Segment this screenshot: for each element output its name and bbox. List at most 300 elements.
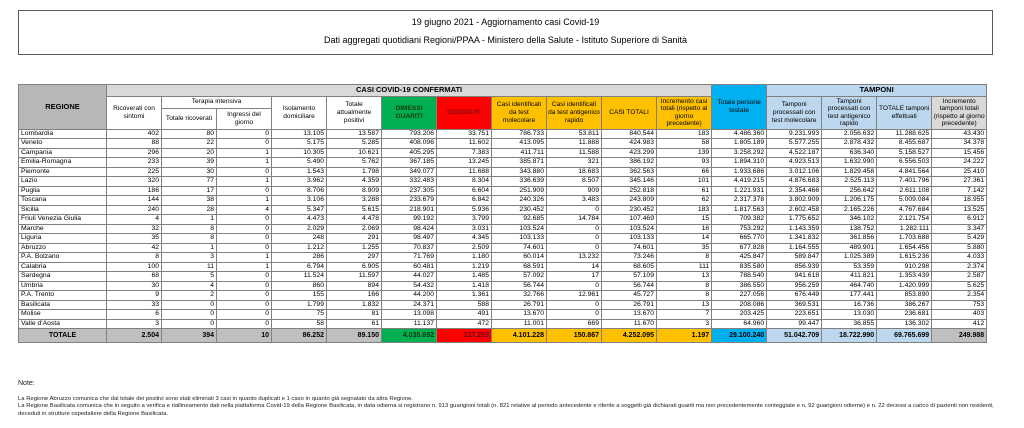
data-cell: 1 [217,262,272,272]
data-cell: 240.326 [492,196,547,206]
data-cell: 1 [217,177,272,187]
data-cell: 425.847 [712,253,767,263]
data-cell: 11.597 [327,272,382,282]
data-cell: 1.775.652 [767,215,822,225]
totale-value-cell: 69.765.699 [877,329,932,343]
data-cell: 3.802.909 [767,196,822,206]
totale-value-cell: 249.988 [932,329,987,343]
data-cell: 61 [327,319,382,329]
data-cell: 5.615 [327,205,382,215]
data-cell: 13.670 [492,310,547,320]
region-name: Valle d'Aosta [19,319,107,329]
data-cell: 386.267 [877,300,932,310]
data-cell: 92.685 [492,215,547,225]
data-cell: 8 [657,291,712,301]
region-name: Puglia [19,186,107,196]
data-cell: 856.939 [767,262,822,272]
data-cell: 343.880 [492,167,547,177]
data-cell: 3.483 [547,196,602,206]
data-cell: 230.452 [492,205,547,215]
group-header-casi-confermati: CASI COVID-19 CONFERMATI [107,85,712,97]
data-cell: 36.855 [822,319,877,329]
data-cell: 5.429 [932,234,987,244]
data-cell: 44.027 [382,272,437,282]
data-cell: 491 [437,310,492,320]
data-cell: 60.014 [492,253,547,263]
data-cell: 18.683 [547,167,602,177]
data-cell: 11.288.625 [877,129,932,139]
data-cell: 17 [162,186,217,196]
data-cell: 7 [657,310,712,320]
data-cell: 346.102 [822,215,877,225]
data-cell: 71.769 [382,253,437,263]
data-cell: 17 [547,272,602,282]
data-cell: 22 [162,139,217,149]
data-cell: 11.688 [437,167,492,177]
data-cell: 6 [107,310,162,320]
data-cell: 788.540 [712,272,767,282]
data-cell: 58 [272,319,327,329]
totale-value-cell: 10 [217,329,272,343]
col-header-casi-antigenico: Casi identificati da test antigenico rapido [547,96,602,129]
data-cell: 5.936 [437,205,492,215]
data-cell: 853.890 [877,291,932,301]
data-cell: 8.706 [272,186,327,196]
data-cell: 860 [272,281,327,291]
data-cell: 2.354 [932,291,987,301]
table-row [19,215,987,225]
data-cell: 39 [162,158,217,168]
data-cell: 1 [217,148,272,158]
col-header-casi-molecolare: Casi identificati da test molecolare [492,96,547,129]
data-cell: 223.651 [767,310,822,320]
table-row [19,205,987,215]
data-cell: 155 [272,291,327,301]
data-cell: 4 [162,281,217,291]
data-cell: 15.456 [932,148,987,158]
data-cell: 16 [657,224,712,234]
data-cell: 93 [657,158,712,168]
table-row [19,281,987,291]
data-cell: 367.185 [382,158,437,168]
data-cell: 243.809 [602,196,657,206]
data-cell: 1.654.456 [877,243,932,253]
data-cell: 177.441 [822,291,877,301]
col-header-persone-testate: Totale persone testate [712,85,767,130]
data-cell: 227.056 [712,291,767,301]
data-cell: 589.847 [767,253,822,263]
data-cell: 4.359 [327,177,382,187]
data-cell: 910.298 [877,262,932,272]
data-cell: 0 [217,291,272,301]
data-cell: 1 [217,196,272,206]
col-header-isolamento: Isolamento domiciliare [272,96,327,129]
data-cell: 10.305 [272,148,327,158]
data-cell: 9 [107,291,162,301]
data-cell: 286 [272,253,327,263]
data-cell: 236.681 [877,310,932,320]
data-cell: 753.292 [712,224,767,234]
data-cell: 138.752 [822,224,877,234]
data-cell: 99.447 [767,319,822,329]
data-cell: 88 [107,139,162,149]
table-row [19,129,987,139]
data-cell: 2.525.113 [822,177,877,187]
data-cell: 5.347 [272,205,327,215]
col-header-attualmente-positivi: Totale attualmente positivi [327,96,382,129]
covid-data-table [18,84,987,343]
data-cell: 103.524 [602,224,657,234]
region-name: Basilicata [19,300,107,310]
data-cell: 27.361 [932,177,987,187]
data-cell: 4.033 [932,253,987,263]
data-cell: 349.077 [382,167,437,177]
bulletin-subtitle: Dati aggregati quotidiani Regioni/PPAA - Ministero della Salute - Istituto Superiore di Sanità [323,35,688,45]
data-cell: 103.133 [492,234,547,244]
data-cell: 386.192 [602,158,657,168]
data-cell: 11.137 [382,319,437,329]
data-cell: 1.933.686 [712,167,767,177]
totale-value-cell: 86.252 [272,329,327,343]
data-cell: 3 [162,253,217,263]
data-cell: 1.817.563 [712,205,767,215]
data-cell: 139 [657,148,712,158]
totale-value-cell: 150.867 [547,329,602,343]
data-cell: 42 [107,243,162,253]
data-cell: 13 [657,272,712,282]
data-cell: 53.359 [822,262,877,272]
col-header-ti-ingressi-giorno: Ingressi del giorno [217,108,272,129]
data-cell: 588 [437,300,492,310]
data-cell: 424.983 [602,139,657,149]
data-cell: 0 [547,243,602,253]
data-cell: 0 [217,281,272,291]
data-cell: 412 [932,319,987,329]
group-header-tamponi: TAMPONI [767,85,987,97]
region-name: Lazio [19,177,107,187]
data-cell: 677.828 [712,243,767,253]
data-cell: 32.766 [492,291,547,301]
data-cell: 1.341.832 [767,234,822,244]
data-cell: 2.374 [932,262,987,272]
data-cell: 1 [217,253,272,263]
col-header-tamponi-antigenico: Tamponi processati con test antigenico rapido [822,96,877,129]
data-cell: 413.095 [492,139,547,149]
data-cell: 840.544 [602,129,657,139]
table-body [19,129,987,343]
data-cell: 233.679 [382,196,437,206]
data-cell: 16.736 [822,300,877,310]
table-row [19,139,987,149]
data-cell: 2.069 [327,224,382,234]
data-cell: 35 [657,243,712,253]
notes-section [18,380,1006,418]
data-cell: 0 [217,167,272,177]
data-cell: 1 [162,243,217,253]
data-cell: 144 [107,196,162,206]
data-cell: 43.430 [932,129,987,139]
data-cell: 54.432 [382,281,437,291]
data-cell: 136.302 [877,319,932,329]
data-cell: 0 [217,243,272,253]
totale-value-cell: 4.252.095 [602,329,657,343]
data-cell: 8 [657,281,712,291]
table-row [19,310,987,320]
data-cell: 8 [162,224,217,234]
data-cell: 4.478 [327,215,382,225]
data-cell: 408.096 [382,139,437,149]
region-name: Marche [19,224,107,234]
data-cell: 321 [547,158,602,168]
data-cell: 0 [217,300,272,310]
data-cell: 909 [547,186,602,196]
data-cell: 1 [217,158,272,168]
data-cell: 4 [107,215,162,225]
data-cell: 423.299 [602,148,657,158]
data-cell: 0 [162,310,217,320]
col-header-incremento-tamponi: Incremento tamponi totali (rispetto al giorno precedente) [932,96,987,129]
data-cell: 3.799 [437,215,492,225]
data-cell: 1.805.189 [712,139,767,149]
data-cell: 4 [217,205,272,215]
data-cell: 103.524 [492,224,547,234]
data-cell: 6.912 [932,215,987,225]
data-cell: 58 [657,139,712,149]
totale-value-cell: 51.042.709 [767,329,822,343]
data-cell: 166 [327,291,382,301]
data-cell: 11.524 [272,272,327,282]
data-cell: 11.001 [492,319,547,329]
table-row [19,262,987,272]
data-cell: 18.955 [932,196,987,206]
data-cell: 13.525 [932,205,987,215]
data-cell: 1.615.236 [877,253,932,263]
totale-value-cell: 127.253 [437,329,492,343]
data-cell: 8 [162,234,217,244]
data-cell: 33 [107,300,162,310]
col-header-casi-totali: CASI TOTALI [602,96,657,129]
region-name: Calabria [19,262,107,272]
data-cell: 6.842 [437,196,492,206]
data-cell: 237.305 [382,186,437,196]
data-cell: 9.231.993 [767,129,822,139]
note-abruzzo: La Regione Abruzzo comunica che dal totale dei positivi sono stati eliminati 3 casi in quanto duplicati e 1 caso in quanto già segnalato da altra Regione. [18,396,413,402]
data-cell: 2.354.466 [767,186,822,196]
data-cell: 0 [547,310,602,320]
region-name: Umbria [19,281,107,291]
data-cell: 0 [547,205,602,215]
region-name: Friuli Venezia Giulia [19,215,107,225]
data-cell: 0 [162,319,217,329]
data-cell: 15 [657,215,712,225]
data-cell: 1.543 [272,167,327,177]
data-cell: 411.711 [492,148,547,158]
data-cell: 57.109 [602,272,657,282]
group-header-terapia-intensiva: Terapia intensiva [162,96,272,108]
data-cell: 362.563 [602,167,657,177]
note-basilicata: La Regione Basilicata comunica che in seguito a verifica e riallineamento dati nella piattaforma Covid-19 della Regione Basilicata, in data odierna si registrano n. 913 guarigioni totali (n. 821 relative al periodo antecedente e riferite a soggetti già dichiarati guariti ma non precedentemente conteggiate e n. 92 guarigioni odierne) e n. 22 decessi a carico di pazienti non residenti, deceduti in strutture ospedaliere della Regione Basilicata. [18,403,994,417]
data-cell: 2.587 [932,272,987,282]
data-cell: 68.605 [602,262,657,272]
data-cell: 56.744 [602,281,657,291]
data-cell: 709.382 [712,215,767,225]
data-cell: 1.798 [327,167,382,177]
data-cell: 240 [107,205,162,215]
data-cell: 786.733 [492,129,547,139]
region-name: Molise [19,310,107,320]
data-cell: 297 [327,253,382,263]
data-cell: 894 [327,281,382,291]
data-cell: 2 [162,291,217,301]
data-cell: 3.347 [932,224,987,234]
data-cell: 2.509 [437,243,492,253]
data-cell: 3.031 [437,224,492,234]
data-cell: 0 [217,234,272,244]
data-cell: 3.962 [272,177,327,187]
data-cell: 636.340 [822,148,877,158]
data-cell: 369.531 [767,300,822,310]
data-cell: 8 [107,253,162,263]
data-cell: 107.469 [602,215,657,225]
data-cell: 13.105 [272,129,327,139]
data-cell: 0 [217,272,272,282]
data-cell: 11.888 [547,139,602,149]
totale-value-cell: 18.722.990 [822,329,877,343]
totale-value-cell: 2.504 [107,329,162,343]
data-cell: 3 [107,319,162,329]
data-cell: 2.317.378 [712,196,767,206]
data-cell: 7.401.796 [877,177,932,187]
data-cell: 4.767.684 [877,205,932,215]
totale-value-cell: 4.035.692 [382,329,437,343]
data-cell: 6.604 [437,186,492,196]
data-cell: 11 [162,262,217,272]
data-cell: 81 [327,310,382,320]
data-cell: 6.556.503 [877,158,932,168]
data-cell: 248 [272,234,327,244]
table-row [19,300,987,310]
data-cell: 0 [547,281,602,291]
data-cell: 0 [217,129,272,139]
data-cell: 0 [217,224,272,234]
data-cell: 296 [107,148,162,158]
region-name: Emilia-Romagna [19,158,107,168]
data-cell: 14 [547,262,602,272]
data-cell: 2.121.754 [877,215,932,225]
data-cell: 5.762 [327,158,382,168]
data-cell: 1.164.555 [767,243,822,253]
data-cell: 13.098 [382,310,437,320]
data-cell: 11.588 [547,148,602,158]
data-cell: 4.876.683 [767,177,822,187]
data-cell: 5.009.084 [877,196,932,206]
totale-value-cell: 1.197 [657,329,712,343]
data-cell: 80 [162,129,217,139]
table-row [19,186,987,196]
table-row [19,234,987,244]
totale-value-cell: 89.150 [327,329,382,343]
data-cell: 1.799 [272,300,327,310]
data-cell: 14.784 [547,215,602,225]
data-cell: 472 [437,319,492,329]
data-cell: 103.133 [602,234,657,244]
data-cell: 361.856 [822,234,877,244]
data-cell: 5.158.527 [877,148,932,158]
data-cell: 345.146 [602,177,657,187]
data-cell: 1.485 [437,272,492,282]
data-cell: 793.206 [382,129,437,139]
region-name: Sicilia [19,205,107,215]
region-name: P.A. Bolzano [19,253,107,263]
data-cell: 56.744 [492,281,547,291]
data-cell: 25.410 [932,167,987,177]
data-cell: 5 [162,272,217,282]
data-cell: 2.056.632 [822,129,877,139]
data-cell: 183 [657,205,712,215]
data-cell: 1.206.175 [822,196,877,206]
data-cell: 4.841.564 [877,167,932,177]
data-cell: 45.727 [602,291,657,301]
data-cell: 0 [217,310,272,320]
data-cell: 4.473 [272,215,327,225]
data-cell: 2.602.458 [767,205,822,215]
data-cell: 4.923.513 [767,158,822,168]
data-cell: 956.259 [767,281,822,291]
data-cell: 0 [217,215,272,225]
data-cell: 386.550 [712,281,767,291]
data-cell: 3.106 [272,196,327,206]
data-cell: 13.587 [327,129,382,139]
data-cell: 2.029 [272,224,327,234]
data-cell: 489.901 [822,243,877,253]
data-cell: 13 [657,300,712,310]
data-cell: 62 [657,196,712,206]
data-cell: 385.871 [492,158,547,168]
data-cell: 3.258.292 [712,148,767,158]
data-cell: 4.486.360 [712,129,767,139]
data-cell: 5.880 [932,243,987,253]
data-cell: 1.282.111 [877,224,932,234]
data-cell: 30 [107,281,162,291]
data-cell: 4.522.187 [767,148,822,158]
notes-label: Note: [18,380,35,387]
data-cell: 403 [932,310,987,320]
data-cell: 26.791 [492,300,547,310]
data-cell: 35 [107,234,162,244]
data-cell: 33.751 [437,129,492,139]
region-name: P.A. Trento [19,291,107,301]
data-cell: 10.621 [327,148,382,158]
data-cell: 0 [547,300,602,310]
region-name: Toscana [19,196,107,206]
data-cell: 1.180 [437,253,492,263]
data-cell: 6.794 [272,262,327,272]
col-header-totale-tamponi: TOTALE tamponi effettuati [877,96,932,129]
data-cell: 68.591 [492,262,547,272]
data-cell: 1.143.359 [767,224,822,234]
data-cell: 68 [107,272,162,282]
title-box [18,10,993,55]
data-cell: 1.255 [327,243,382,253]
table-row [19,291,987,301]
region-name: Abruzzo [19,243,107,253]
bulletin-date-title: 19 giugno 2021 - Aggiornamento casi Covid-19 [411,17,600,27]
data-cell: 26.791 [602,300,657,310]
data-cell: 111 [657,262,712,272]
table-row [19,196,987,206]
table-row [19,224,987,234]
table-row [19,319,987,329]
